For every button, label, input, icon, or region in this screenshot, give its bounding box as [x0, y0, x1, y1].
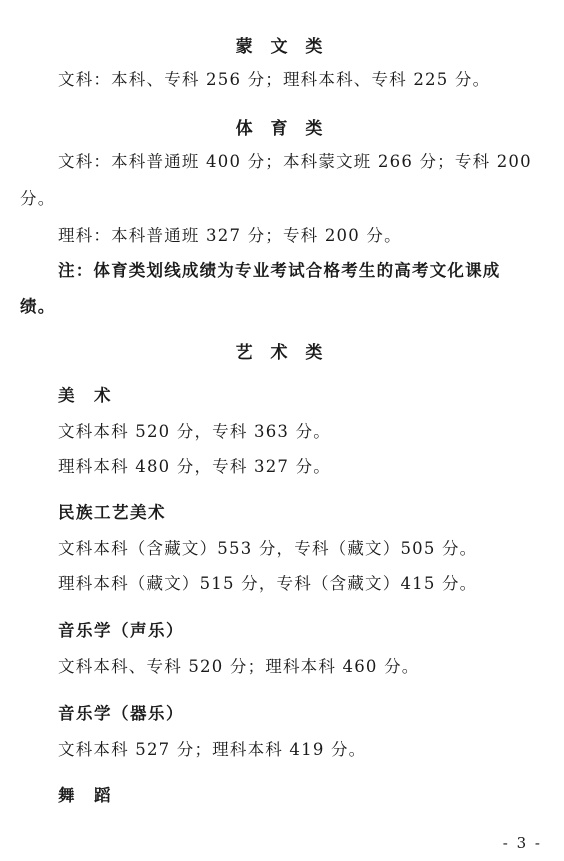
tiyu-wen-line-a: 文科：本科普通班 400 分；本科蒙文班 266 分；专科 200	[58, 152, 532, 171]
subsection-title-shengyue: 音乐学（声乐）	[58, 621, 184, 640]
tiyu-wen-line-b: 分。	[20, 189, 56, 208]
meishu-line-1: 文科本科 520 分，专科 363 分。	[58, 422, 331, 441]
subsection-title-minzu: 民族工艺美术	[58, 503, 166, 522]
minzu-line-1: 文科本科（含藏文）553 分，专科（藏文）505 分。	[58, 539, 478, 558]
section-title-mengwen: 蒙 文 类	[235, 37, 329, 57]
tiyu-note-text-a: 体育类划线成绩为专业考试合格考生的高考文化课成	[93, 261, 501, 280]
tiyu-note	[58, 257, 501, 281]
minzu-line-2: 理科本科（藏文）515 分，专科（含藏文）415 分。	[58, 574, 478, 593]
subsection-title-wudao: 舞 蹈	[58, 786, 112, 805]
mengwen-line-1: 文科：本科、专科 256 分；理科本科、专科 225 分。	[58, 70, 491, 89]
section-title-tiyu: 体 育 类	[235, 119, 329, 139]
subsection-title-meishu: 美 术	[58, 386, 112, 405]
qiyue-line-1: 文科本科 527 分；理科本科 419 分。	[58, 740, 367, 759]
page-number: - 3 -	[502, 834, 542, 852]
tiyu-note-label: 注：	[58, 261, 94, 280]
tiyu-note-text-b: 绩。	[20, 297, 56, 316]
section-title-yishu: 艺 术 类	[235, 343, 329, 363]
tiyu-li-line: 理科：本科普通班 327 分；专科 200 分。	[58, 226, 402, 245]
shengyue-line-1: 文科本科、专科 520 分；理科本科 460 分。	[58, 657, 420, 676]
subsection-title-qiyue: 音乐学（器乐）	[58, 704, 184, 723]
meishu-line-2: 理科本科 480 分，专科 327 分。	[58, 457, 331, 476]
